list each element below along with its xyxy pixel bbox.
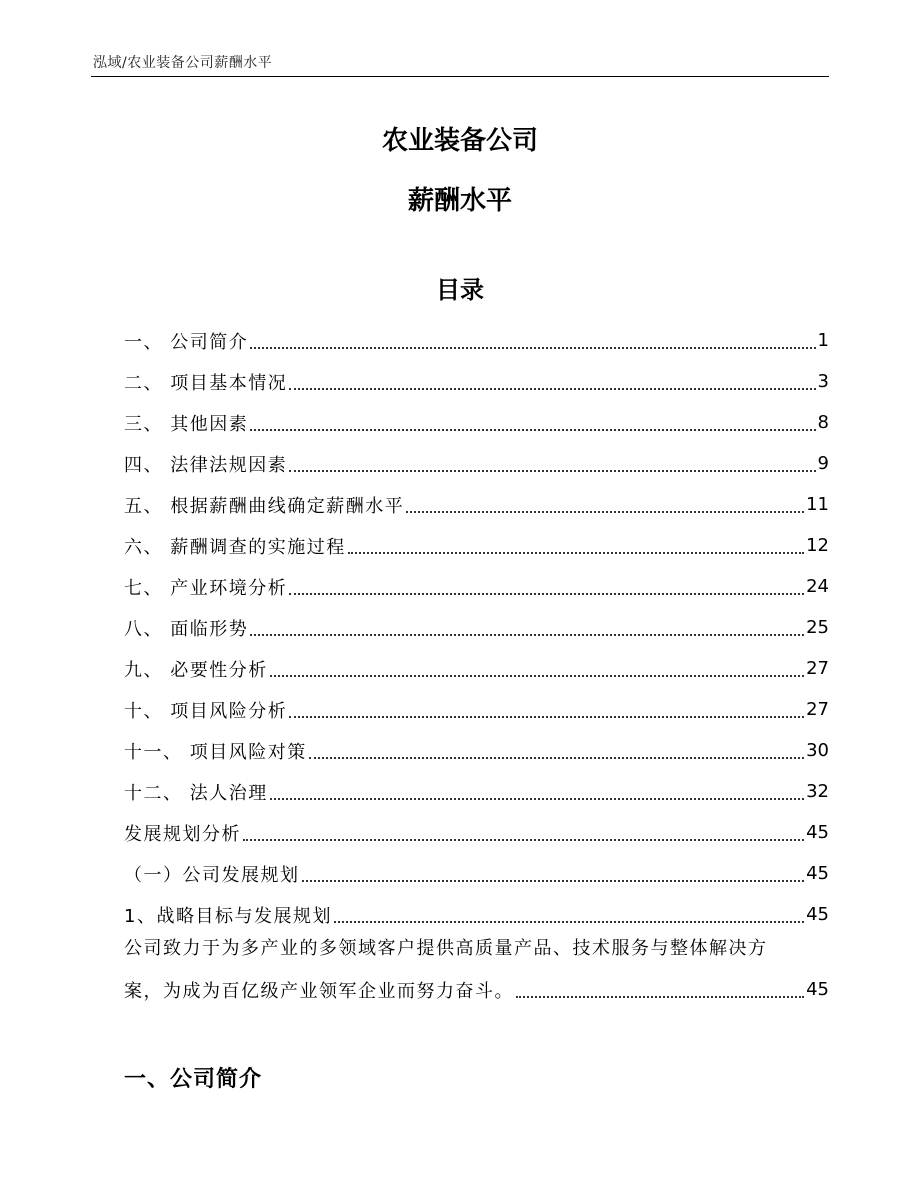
toc-entry-label: 三、 其他因素 <box>124 413 249 435</box>
toc-entry-label: 九、 必要性分析 <box>124 659 268 681</box>
toc-entry[interactable] <box>124 484 829 525</box>
toc-entry-label-line1: 公司致力于为多产业的多领域客户提供高质量产品、技术服务与整体解决方 <box>124 938 768 959</box>
toc-leader-dots <box>309 757 804 759</box>
toc-entry-multiline[interactable] <box>124 928 829 1010</box>
toc-leader-dots <box>250 347 815 349</box>
toc-entry-label: 一、 公司简介 <box>124 331 249 353</box>
toc-leader-dots <box>270 798 804 800</box>
toc-entry-page: 27 <box>806 658 829 679</box>
header-rule <box>91 76 829 77</box>
toc-title: 目录 <box>436 276 484 304</box>
toc-entry[interactable] <box>124 771 829 812</box>
toc-entry[interactable] <box>124 443 829 484</box>
toc-leader-dots <box>270 675 804 677</box>
toc-leader-dots <box>243 839 804 841</box>
toc-leader-dots <box>250 429 815 431</box>
toc-entry-label: 1、战略目标与发展规划 <box>124 905 332 927</box>
toc-entry-page: 27 <box>806 699 829 720</box>
toc-entry-label: 五、 根据薪酬曲线确定薪酬水平 <box>124 495 405 517</box>
toc-leader-dots <box>334 921 804 923</box>
document-title: 农业装备公司 <box>381 126 538 156</box>
toc-entry[interactable] <box>124 525 829 566</box>
toc-leader-dots <box>348 552 804 554</box>
toc-entry-page: 30 <box>806 740 829 761</box>
toc-entry-label: （一）公司发展规划 <box>124 864 300 886</box>
toc-entry[interactable] <box>124 648 829 689</box>
toc-entry[interactable] <box>124 730 829 771</box>
toc-entry-label: 七、 产业环境分析 <box>124 577 288 599</box>
toc-entry[interactable] <box>124 853 829 894</box>
toc-leader-dots <box>289 593 804 595</box>
toc-entry-label-line2: 案，为成为百亿级产业领军企业而努力奋斗。 <box>124 980 514 1002</box>
toc-leader-dots <box>250 634 804 636</box>
toc-entry[interactable] <box>124 320 829 361</box>
toc-entry-page: 45 <box>806 979 829 1000</box>
toc-leader-dots <box>406 511 804 513</box>
running-header: 泓域/农业装备公司薪酬水平 <box>93 55 273 71</box>
toc-entry-label: 发展规划分析 <box>124 823 241 845</box>
toc-leader-dots <box>289 388 815 390</box>
toc-leader-dots <box>516 996 804 998</box>
toc-entry[interactable] <box>124 361 829 402</box>
toc-leader-dots <box>302 880 805 882</box>
toc-entry[interactable] <box>124 566 829 607</box>
toc-entry[interactable] <box>124 812 829 853</box>
toc-entry-line2 <box>124 969 829 1010</box>
toc-entry[interactable] <box>124 689 829 730</box>
toc-entry-label: 十、 项目风险分析 <box>124 700 288 722</box>
toc-entry-page: 9 <box>817 453 829 474</box>
toc-entry-label: 六、 薪酬调查的实施过程 <box>124 536 346 558</box>
toc-entry-page: 45 <box>806 863 829 884</box>
toc-entry-page: 32 <box>806 781 829 802</box>
document-subtitle: 薪酬水平 <box>407 186 512 216</box>
table-of-contents <box>124 320 829 935</box>
toc-entry-page: 24 <box>806 576 829 597</box>
toc-entry[interactable] <box>124 607 829 648</box>
toc-entry-page: 25 <box>806 617 829 638</box>
toc-entry-page: 45 <box>806 904 829 925</box>
section-heading: 一、公司简介 <box>124 1067 263 1092</box>
toc-entry-label: 四、 法律法规因素 <box>124 454 288 476</box>
toc-entry-page: 45 <box>806 822 829 843</box>
toc-leader-dots <box>289 470 815 472</box>
toc-entry[interactable] <box>124 402 829 443</box>
toc-entry-label: 八、 面临形势 <box>124 618 249 640</box>
toc-entry-page: 3 <box>817 371 829 392</box>
toc-entry-page: 1 <box>817 330 829 351</box>
toc-entry-label: 十二、 法人治理 <box>124 782 268 804</box>
toc-leader-dots <box>289 716 804 718</box>
toc-entry-label: 十一、 项目风险对策 <box>124 741 307 763</box>
toc-entry-label: 二、 项目基本情况 <box>124 372 288 394</box>
toc-entry-page: 8 <box>817 412 829 433</box>
toc-entry-page: 11 <box>806 494 829 515</box>
toc-entry-page: 12 <box>806 535 829 556</box>
